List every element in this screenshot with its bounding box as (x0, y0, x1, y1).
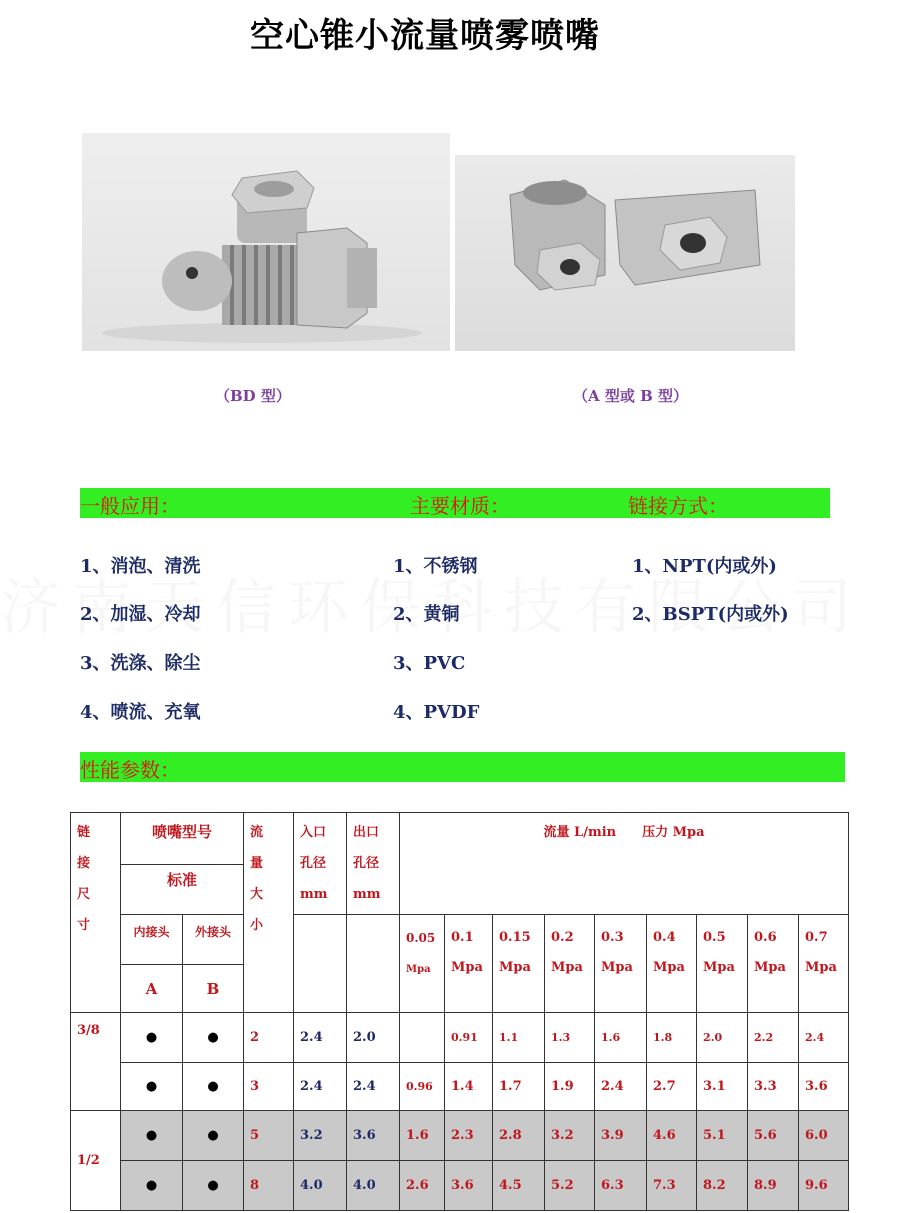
availability-dot: ● (183, 1013, 244, 1063)
flow-value-cell: 7.3 (647, 1161, 697, 1211)
application-item: 4、喷流、充氧 (80, 702, 201, 723)
pressure-header: 0.6 Mpa (748, 915, 799, 1013)
type-a-header: A (121, 965, 183, 1013)
connection-item: 1、NPT(内或外) (632, 556, 777, 577)
pressure-header: 0.2 Mpa (545, 915, 595, 1013)
bd-nozzle-photo (82, 133, 450, 351)
availability-dot: ● (121, 1161, 183, 1211)
performance-heading: 性能参数： (80, 758, 180, 782)
flow-value-cell: 5.6 (748, 1111, 799, 1161)
flow-value-cell: 2.3 (445, 1111, 493, 1161)
connect-size-cell: 3/8 (71, 1013, 121, 1111)
flow-value-cell: 3.3 (748, 1063, 799, 1111)
flow-pressure-header: 流量 L/min 压力 Mpa (400, 813, 849, 915)
flow-value-cell: 1.6 (595, 1013, 647, 1063)
flow-value-cell: 8.2 (697, 1161, 748, 1211)
page-title: 空心锥小流量喷雾喷嘴 (250, 16, 600, 56)
availability-dot: ● (121, 1013, 183, 1063)
flow-value-cell: 2.7 (647, 1063, 697, 1111)
flow-value-cell: 2.6 (400, 1161, 445, 1211)
pressure-header: 0.1 Mpa (445, 915, 493, 1013)
flow-value-cell: 3.6 (799, 1063, 849, 1111)
section-header-bar (80, 488, 830, 518)
connect-size-header: 链 接 尺 寸 (71, 813, 121, 1013)
availability-dot: ● (121, 1063, 183, 1111)
bd-type-caption: （BD 型） (215, 387, 291, 405)
flow-value-cell: 1.1 (493, 1013, 545, 1063)
inlet-cell: 2.4 (294, 1063, 347, 1111)
outlet-cell: 4.0 (347, 1161, 400, 1211)
flow-value-cell: 6.3 (595, 1161, 647, 1211)
flow-value-cell: 3.9 (595, 1111, 647, 1161)
flow-value-cell: 3.2 (545, 1111, 595, 1161)
table-row (71, 1161, 849, 1211)
flow-value-cell: 5.2 (545, 1161, 595, 1211)
table-row (71, 1111, 849, 1161)
inlet-header: 入口 孔径 mm (294, 813, 347, 915)
material-item: 3、PVC (393, 653, 466, 674)
availability-dot: ● (183, 1063, 244, 1111)
model-header: 喷嘴型号 (121, 813, 244, 865)
flow-size-cell: 5 (244, 1111, 294, 1161)
flow-value-cell: 9.6 (799, 1161, 849, 1211)
flow-value-cell: 1.4 (445, 1063, 493, 1111)
pressure-header: 0.5 Mpa (697, 915, 748, 1013)
materials-heading: 主要材质： (410, 494, 510, 518)
material-item: 2、黄铜 (393, 604, 460, 625)
outlet-header: 出口 孔径 mm (347, 813, 400, 915)
flow-value-cell: 1.6 (400, 1111, 445, 1161)
flow-value-cell: 3.6 (445, 1161, 493, 1211)
application-item: 1、消泡、清洗 (80, 556, 201, 577)
pressure-header: 0.7 Mpa (799, 915, 849, 1013)
flow-value-cell: 4.6 (647, 1111, 697, 1161)
flow-value-cell: 6.0 (799, 1111, 849, 1161)
connection-item: 2、BSPT(内或外) (632, 604, 789, 625)
flow-value-cell: 1.9 (545, 1063, 595, 1111)
type-b-header: B (183, 965, 244, 1013)
flow-value-cell (400, 1013, 445, 1063)
outlet-header-cont (347, 915, 400, 1013)
outer-joint-header: 外接头 (183, 915, 244, 965)
flow-value-cell: 2.4 (799, 1013, 849, 1063)
inlet-header-cont (294, 915, 347, 1013)
table-row (71, 1063, 849, 1111)
flow-size-header: 流 量 大 小 (244, 813, 294, 1013)
material-item: 4、PVDF (393, 702, 480, 723)
standard-header: 标准 (121, 865, 244, 915)
flow-value-cell: 4.5 (493, 1161, 545, 1211)
flow-value-cell: 0.96 (400, 1063, 445, 1111)
performance-table (70, 812, 849, 1211)
application-item: 3、洗涤、除尘 (80, 653, 201, 674)
flow-size-cell: 2 (244, 1013, 294, 1063)
flow-value-cell: 1.7 (493, 1063, 545, 1111)
pressure-header: 0.3 Mpa (595, 915, 647, 1013)
pressure-header: 0.05 Mpa (400, 915, 445, 1013)
flow-value-cell: 2.0 (697, 1013, 748, 1063)
outlet-cell: 2.4 (347, 1063, 400, 1111)
flow-value-cell: 8.9 (748, 1161, 799, 1211)
flow-value-cell: 1.8 (647, 1013, 697, 1063)
flow-value-cell: 1.3 (545, 1013, 595, 1063)
flow-value-cell: 2.2 (748, 1013, 799, 1063)
pressure-header: 0.4 Mpa (647, 915, 697, 1013)
inlet-cell: 3.2 (294, 1111, 347, 1161)
inner-joint-header: 内接头 (121, 915, 183, 965)
outlet-cell: 3.6 (347, 1111, 400, 1161)
flow-size-cell: 3 (244, 1063, 294, 1111)
applications-heading: 一般应用： (80, 494, 180, 518)
flow-value-cell: 3.1 (697, 1063, 748, 1111)
table-row (71, 1013, 849, 1063)
flow-value-cell: 5.1 (697, 1111, 748, 1161)
flow-value-cell: 2.8 (493, 1111, 545, 1161)
outlet-cell: 2.0 (347, 1013, 400, 1063)
performance-header-bar (80, 752, 845, 782)
inlet-cell: 2.4 (294, 1013, 347, 1063)
availability-dot: ● (183, 1161, 244, 1211)
connect-size-cell: 1/2 (71, 1111, 121, 1211)
ab-type-caption: （A 型或 B 型） (573, 387, 688, 405)
material-item: 1、不锈钢 (393, 556, 478, 577)
application-item: 2、加湿、冷却 (80, 604, 201, 625)
flow-value-cell: 2.4 (595, 1063, 647, 1111)
flow-value-cell: 0.91 (445, 1013, 493, 1063)
pressure-header: 0.15 Mpa (493, 915, 545, 1013)
ab-nozzle-photo (455, 155, 795, 351)
inlet-cell: 4.0 (294, 1161, 347, 1211)
availability-dot: ● (121, 1111, 183, 1161)
availability-dot: ● (183, 1111, 244, 1161)
flow-size-cell: 8 (244, 1161, 294, 1211)
connections-heading: 链接方式： (628, 494, 728, 518)
